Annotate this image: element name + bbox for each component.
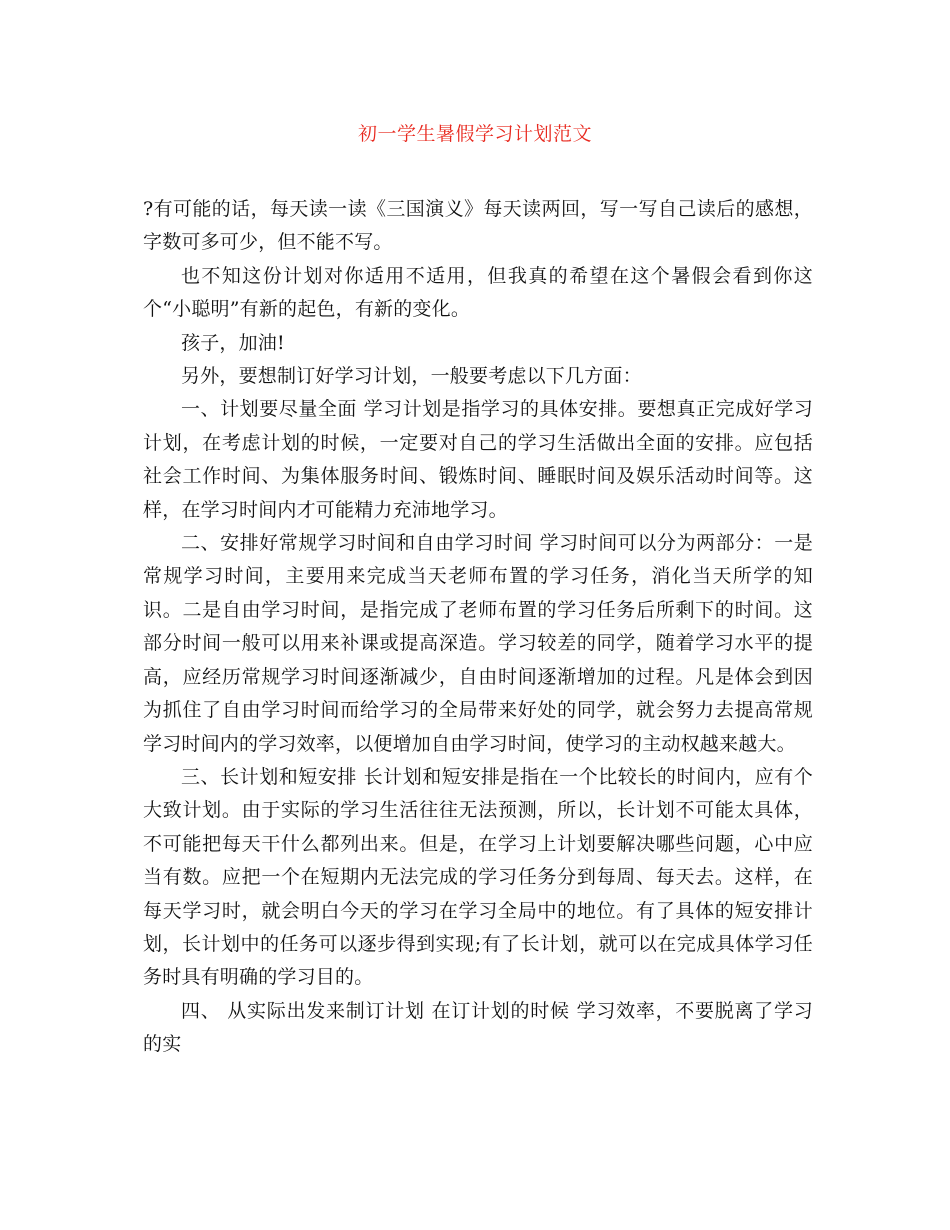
paragraph-hope: 也不知这份计划对你适用不适用，但我真的希望在这个暑假会看到你这个“小聪明”有新的起色，有新的变化。	[143, 264, 813, 321]
paragraph-point-four: 四、 从实际出发来制订计划 在订计划的时候 学习效率，不要脱离了学习的实	[143, 999, 813, 1056]
paragraph-point-one: 一、计划要尽量全面 学习计划是指学习的具体安排。要想真正完成好学习计划，在考虑计划的时候，一定要对自己的学习生活做出全面的安排。应包括社会工作时间、为集体服务时间、锻炼时间、睡眠时间及娱乐活动时间等。这样，在学习时间内才可能精力充沛地学习。	[143, 398, 813, 521]
paragraph-point-three: 三、长计划和短安排 长计划和短安排是指在一个比较长的时间内，应有个大致计划。由于实际的学习生活往往无法预测，所以，长计划不可能太具体，不可能把每天干什么都列出来。但是，在学习上计划要解决哪些问题，心中应当有数。应把一个在短期内无法完成的学习任务分到每周、每天去。这样，在每天学习时，就会明白今天的学习在学习全局中的地位。有了具体的短安排计划，长计划中的任务可以逐步得到实现;有了长计划，就可以在完成具体学习任务时具有明确的学习目的。	[143, 765, 813, 989]
document-title: 初一学生暑假学习计划范文	[357, 123, 592, 145]
paragraph-encouragement: 孩子，加油!	[181, 331, 285, 354]
paragraph-point-two: 二、安排好常规学习时间和自由学习时间 学习时间可以分为两部分：一是常规学习时间，主要用来完成当天老师布置的学习任务，消化当天所学的知识。二是自由学习时间，是指完成了老师布置的学习任务后所剩下的时间。这部分时间一般可以用来补课或提高深造。学习较差的同学，随着学习水平的提高，应经历常规学习时间逐渐减少，自由时间逐渐增加的过程。凡是体会到因为抓住了自由学习时间而给学习的全局带来好处的同学，就会努力去提高常规学习时间内的学习效率，以便增加自由学习时间，使学习的主动权越来越大。	[143, 532, 813, 755]
paragraph-reading-plan: ?有可能的话，每天读一读《三国演义》每天读两回，写一写自己读后的感想，字数可多可少，但不能不写。	[143, 198, 813, 254]
document-body	[143, 193, 813, 1062]
paragraph-considerations-intro: 另外，要想制订好学习计划，一般要考虑以下几方面：	[181, 365, 642, 388]
